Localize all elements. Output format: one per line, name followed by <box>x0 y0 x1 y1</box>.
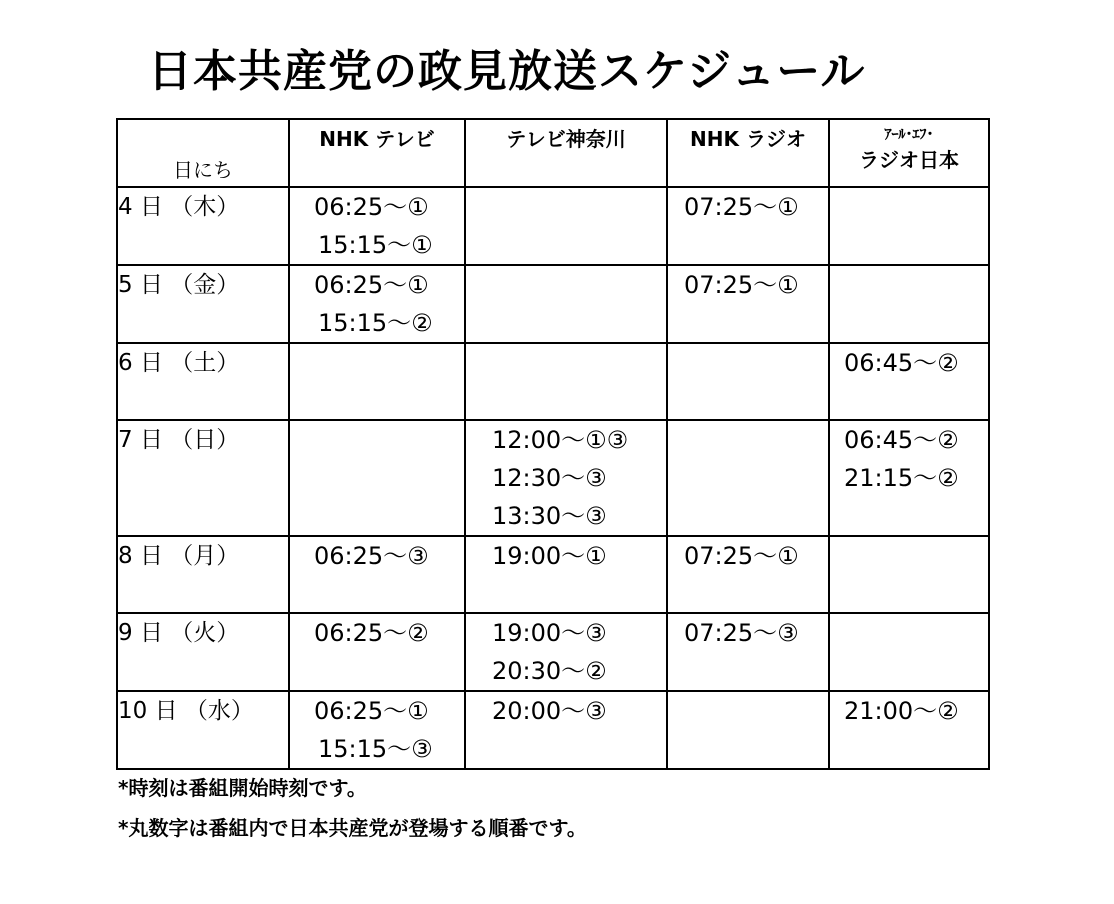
broadcast-time: 13:30～③ <box>492 502 607 530</box>
date-cell: 4 日 （木） <box>117 187 289 265</box>
broadcast-time: 21:15～② <box>844 464 959 492</box>
slot-cell-nhk-radio <box>667 613 829 691</box>
table-row <box>117 536 989 613</box>
broadcast-time: 12:30～③ <box>492 464 607 492</box>
slot-cell-radio-nippon <box>829 613 989 691</box>
slot-cell-radio-nippon <box>829 536 989 613</box>
footnote-start-time: *時刻は番組開始時刻です。 <box>118 776 367 800</box>
slot-cell-tvk <box>465 265 667 343</box>
broadcast-time: 20:30～② <box>492 657 607 685</box>
slot-cell-nhk-radio <box>667 187 829 265</box>
table-row <box>117 691 989 769</box>
broadcast-time: 07:25～① <box>684 542 799 570</box>
date-cell: 9 日 （火） <box>117 613 289 691</box>
slot-cell-nhk-radio <box>667 420 829 536</box>
footnotes <box>118 778 587 838</box>
broadcast-time: 06:25～② <box>314 619 429 647</box>
slot-cell-radio-nippon <box>829 420 989 536</box>
table-row <box>117 187 989 265</box>
schedule-body <box>117 187 989 769</box>
date-cell: 5 日 （金） <box>117 265 289 343</box>
date-cell: 6 日 （土） <box>117 343 289 420</box>
column-header-tvk-label: テレビ神奈川 <box>506 127 626 151</box>
date-cell: 7 日 （日） <box>117 420 289 536</box>
broadcast-time: 15:15～③ <box>318 735 433 763</box>
broadcast-time: 06:25～① <box>314 193 429 221</box>
slot-cell-tvk <box>465 420 667 536</box>
slot-cell-radio-nippon <box>829 265 989 343</box>
broadcast-time: 15:15～① <box>318 231 433 259</box>
page-title: 日本共産党の政見放送スケジュール <box>148 46 866 97</box>
slot-cell-nhk-tv <box>289 343 465 420</box>
slot-cell-nhk-radio <box>667 265 829 343</box>
slot-cell-nhk-tv <box>289 265 465 343</box>
broadcast-time: 06:25～③ <box>314 542 429 570</box>
column-header-radio-nippon-line2: ラジオ日本 <box>859 148 959 172</box>
column-header-nhk-tv <box>289 119 465 187</box>
slot-cell-tvk <box>465 536 667 613</box>
column-header-date-label: 日にち <box>173 158 233 182</box>
broadcast-time: 07:25～① <box>684 271 799 299</box>
slot-cell-nhk-tv <box>289 613 465 691</box>
slot-cell-nhk-tv <box>289 691 465 769</box>
broadcast-time: 12:00～①③ <box>492 426 629 454</box>
broadcast-time: 06:45～② <box>844 426 959 454</box>
slot-cell-nhk-tv <box>289 187 465 265</box>
column-header-tvk <box>465 119 667 187</box>
broadcast-time: 06:45～② <box>844 349 959 377</box>
broadcast-time: 19:00～③ <box>492 619 607 647</box>
slot-cell-nhk-radio <box>667 343 829 420</box>
slot-cell-tvk <box>465 691 667 769</box>
broadcast-time: 20:00～③ <box>492 697 607 725</box>
broadcast-time: 19:00～① <box>492 542 607 570</box>
slot-cell-tvk <box>465 613 667 691</box>
table-row <box>117 420 989 536</box>
footnote-circled-numbers: *丸数字は番組内で日本共産党が登場する順番です。 <box>118 816 587 840</box>
broadcast-schedule-table <box>116 118 990 770</box>
column-header-date <box>117 119 289 187</box>
column-header-nhk-radio <box>667 119 829 187</box>
slot-cell-tvk <box>465 343 667 420</box>
slot-cell-nhk-radio <box>667 691 829 769</box>
column-header-nhk-tv-label: NHK テレビ <box>319 127 435 151</box>
slot-cell-nhk-tv <box>289 536 465 613</box>
column-header-nhk-radio-label: NHK ラジオ <box>690 127 806 151</box>
table-row <box>117 613 989 691</box>
broadcast-time: 06:25～① <box>314 271 429 299</box>
date-cell: 8 日 （月） <box>117 536 289 613</box>
slot-cell-radio-nippon <box>829 691 989 769</box>
table-row <box>117 265 989 343</box>
broadcast-time: 15:15～② <box>318 309 433 337</box>
slot-cell-radio-nippon <box>829 343 989 420</box>
slot-cell-tvk <box>465 187 667 265</box>
broadcast-time: 06:25～① <box>314 697 429 725</box>
broadcast-time: 21:00～② <box>844 697 959 725</box>
broadcast-time: 07:25～① <box>684 193 799 221</box>
column-header-radio-nippon-line1: ｱｰﾙ･ｴﾌ･ <box>884 127 934 143</box>
broadcast-time: 07:25～③ <box>684 619 799 647</box>
slot-cell-nhk-tv <box>289 420 465 536</box>
slot-cell-nhk-radio <box>667 536 829 613</box>
date-cell: 10 日 （水） <box>117 691 289 769</box>
table-row <box>117 343 989 420</box>
slot-cell-radio-nippon <box>829 187 989 265</box>
column-header-radio-nippon <box>829 119 989 187</box>
